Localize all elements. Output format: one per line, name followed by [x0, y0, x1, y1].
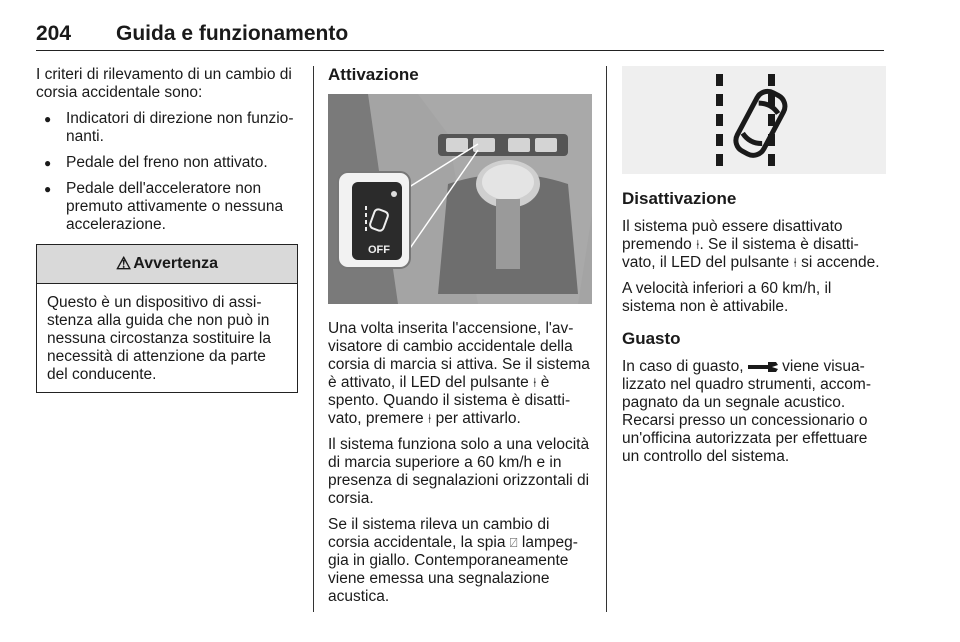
lane-departure-button-icon: ⍿: [696, 237, 700, 252]
section-heading-activation: Attivazione: [328, 65, 419, 84]
column-right: [622, 66, 886, 474]
detection-paragraph: Se il sistema rileva un cambio di corsia accidentale, la spia ⍁ lampeggia in giallo. Contemporaneamente viene emessa una segnalazione acustica.: [328, 516, 578, 605]
lane-departure-button-icon: ⍿: [793, 255, 797, 270]
deactivation-paragraph: Il sistema può essere disattivato premendo ⍿. Se il sistema è disattivato, il LED del pulsante ⍿ si accende.: [622, 218, 880, 271]
section-heading-deactivation: Disattivazione: [622, 189, 737, 208]
warning-triangle-icon: ⚠: [115, 254, 132, 273]
criteria-list: [36, 110, 298, 234]
column-divider: [313, 66, 314, 612]
low-speed-paragraph: A velocità inferiori a 60 km/h, il sistema non è attivabile.: [622, 280, 832, 315]
activation-paragraph: Una volta inserita l'accensione, l'avvisatore di cambio accidentale della corsia di marcia si attiva. Se il sistema è attivato, il LED del pulsante ⍿ è spento. Quando il sistema è disattivato, premere ⍿ per attivarlo.: [328, 320, 590, 427]
lane-departure-button-icon: ⍿: [533, 375, 537, 390]
fault-paragraph: In caso di guasto, viene visualizzato nel quadro strumenti, accompagnato da un segnale acustico. Recarsi presso un concessionario o un'officina autorizzata per effettuare un controllo del sistema.: [622, 358, 871, 465]
speed-condition-paragraph: Il sistema funziona solo a una velocità di marcia superiore a 60 km/h e in presenza di segnalazioni orizzontali di corsia.: [328, 436, 590, 507]
lane-departure-lamp-icon: [622, 66, 886, 174]
lane-departure-button-icon: ⍿: [427, 411, 432, 426]
column-left: [36, 66, 298, 393]
warning-title: Avvertenza: [133, 255, 219, 272]
page-number: 204: [36, 22, 72, 45]
console-photo: [328, 94, 592, 304]
intro-text: I criteri di rilevamento di un cambio di corsia accidentale sono:: [36, 66, 292, 101]
column-divider: [606, 66, 607, 612]
list-item: ● Pedale dell'acceleratore non premuto attivamente o nessuna accelerazione.: [36, 180, 298, 234]
list-item: ● Pedale del freno non attivato.: [36, 154, 298, 172]
column-middle: [328, 66, 592, 614]
lane-departure-lamp-icon: ⍁: [509, 535, 518, 550]
wrench-icon: [748, 358, 778, 375]
warning-text: Questo è un dispositivo di assistenza alla guida che non può in nessuna circostanza sostituire la necessità di attenzione da parte del conducente.: [47, 294, 272, 383]
section-heading-fault: Guasto: [622, 329, 681, 348]
off-label: OFF: [368, 244, 390, 256]
page-title: Guida e funzionamento: [116, 22, 349, 45]
warning-header: [37, 245, 297, 284]
lane-departure-symbol-panel: [622, 66, 886, 174]
warning-box: [36, 244, 298, 393]
page-header: [36, 20, 884, 51]
list-item: ● Indicatori di direzione non funzionanti.: [36, 110, 298, 146]
